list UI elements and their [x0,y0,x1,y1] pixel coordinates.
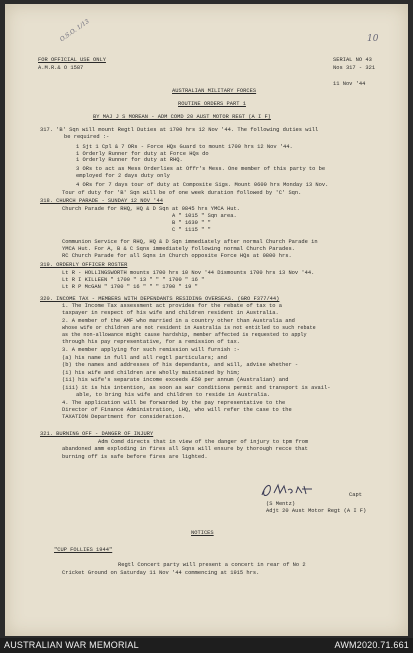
body-line: through his pay representative, for a remission of tax. [62,339,240,345]
body-line: 2. A member of the AMF who married in a country other than Australia and [62,318,295,324]
official-use-ref: A.M.R.& O 1587 [38,65,84,71]
body-line: Lt R I KILLEEN " 1700 " 13 " " " 1700 " 16 " [62,277,205,283]
body-line: YMCA Hut. For A, B & C Sqns immediately following normal Church Parades. [62,246,295,252]
archive-name: AUSTRALIAN WAR MEMORIAL [4,640,139,650]
body-line: whose wife or children are not resident in Australia is not entitled to such rebate [62,325,316,331]
archive-footer [0,638,413,653]
body-line: B " 1630 " " [172,220,211,226]
section-heading: 318. CHURCH PARADE - SUNDAY 12 NOV '44 [40,198,163,204]
signatory-rank: Capt [349,492,362,498]
body-line: Church Parade for RHQ, HQ & D Sqn at 0845 hrs YMCA Hut. [62,206,240,212]
byline: BY MAJ J S MOREAN - ADM COMD 20 AUST MOTOR REGT (A I F) [93,114,271,120]
notice-line: Cricket Ground on Saturday 11 Nov '44 commencing at 1915 hrs. [62,570,260,576]
section-heading: 320. INCOME TAX - MEMBERS WITH DEPENDANTS RESIDING OVERSEAS. (GRO F377/44) [40,296,280,302]
body-line: be required :- [64,134,110,140]
body-line: Lt R P McGAN " 1700 " 16 " " " 1700 " 19 " [62,284,198,290]
body-line: 1 Sjt 1 Cpl & 7 ORs - Force HQs Guard to mount 1700 hrs 12 Nov '44. [76,144,293,150]
corner-mark: 10 [367,34,379,44]
signatory-unit: Adjt 20 Aust Motor Regt (A I F) [266,508,367,514]
body-line: A " 1015 " Sqn area. [172,213,237,219]
notices-heading: NOTICES [191,530,214,536]
body-line: as the non-allowance might cause hardship, member affected is requested to apply [62,332,307,338]
force-title: AUSTRALIAN MILITARY FORCES [172,88,257,94]
body-line: abandoned amm exploding in fires all Sqns will ensure by thorough recce that [62,446,308,452]
body-line: Communion Service for RHQ, HQ & D Sqn immediately after normal Church Parade in [62,239,318,245]
body-line: Adm Comd directs that in view of the danger of injury to tpm from [98,439,309,445]
official-use-line: FOR OFFICIAL USE ONLY [38,57,106,63]
body-line: (iii) it is his intention, as soon as war conditions permit and transport is avail- [62,385,331,391]
body-line: Lt R - HOLLINGSWORTH mounts 1700 hrs 10 Nov '44 Dismounts 1700 hrs 13 Nov '44. [62,270,315,276]
order-numbers: Nos 317 - 321 [333,65,376,71]
body-line: Tour of duty for 'B' Sqn will be of one week duration followed by 'C' Sqn. [62,190,302,196]
body-line: 4 ORs for 7 days tour of duty at Composite Sigs. Mount 0600 hrs Monday 13 Nov. [76,182,329,188]
body-line: 1. The Income Tax assessment act provides for the rebate of tax to a [62,303,282,309]
body-line: Director of Finance Administration, LHQ, who will refer the case to the [62,407,292,413]
body-line: 1 Orderly Runner for duty at Force HQs do [76,151,209,157]
body-line: 3 ORs to act as Mess Orderlies at Offr's Mess. One member of this party to be [76,166,326,172]
archive-reference: AWM2020.71.661 [334,640,409,650]
body-line: (ii) his wife's separate income exceeds £50 per annum (Australian) and [62,377,289,383]
serial-number: SERIAL NO 43 [333,57,372,63]
body-line: RC Church Parade for all Sqns in Church opposite Force HQs at 0800 hrs. [62,253,292,259]
body-line: (i) his wife and children are wholly maintained by him; [62,370,240,376]
signatory-name: (S Mentz) [266,501,296,507]
body-line: burning off is safe before fires are lighted. [62,454,208,460]
body-line: TAXATION Department for consideration. [62,414,185,420]
notice-line: Regtl Concert party will present a concert in rear of No 2 [118,562,306,568]
body-line: able, to bring his wife and children to reside in Australia. [76,392,271,398]
body-line: 4. The application will be forwarded by the pay representative to the [62,400,286,406]
body-line: taxpayer in respect of his wife and children resident in Australia. [62,310,279,316]
body-line: (b) the names and addresses of his dependants, and will, advise whether - [62,362,299,368]
handwritten-note: O.S.O. 1/13 [58,17,91,44]
body-line: 1 Orderly Runner for duty at RHQ. [76,157,183,163]
handwritten-signature [258,481,318,499]
orders-title: ROUTINE ORDERS PART 1 [178,101,246,107]
notice-title: "CUP FOLLIES 1944" [54,547,113,553]
body-line: 3. A member applying for such remission will furnish :- [62,347,240,353]
body-line: 317. 'B' Sqn will mount Regtl Duties at 1700 hrs 12 Nov '44. The following duties will [40,127,319,133]
section-heading: 319. ORDERLY OFFICER ROSTER [40,262,128,268]
body-line: (a) his name in full and all regtl particulars; and [62,355,227,361]
section-heading: 321. BURNING OFF - DANGER OF INJURY [40,431,154,437]
body-line: C " 1115 " " [172,227,211,233]
order-date: 11 Nov '44 [333,81,366,87]
body-line: employed for 2 days duty only [76,173,170,179]
